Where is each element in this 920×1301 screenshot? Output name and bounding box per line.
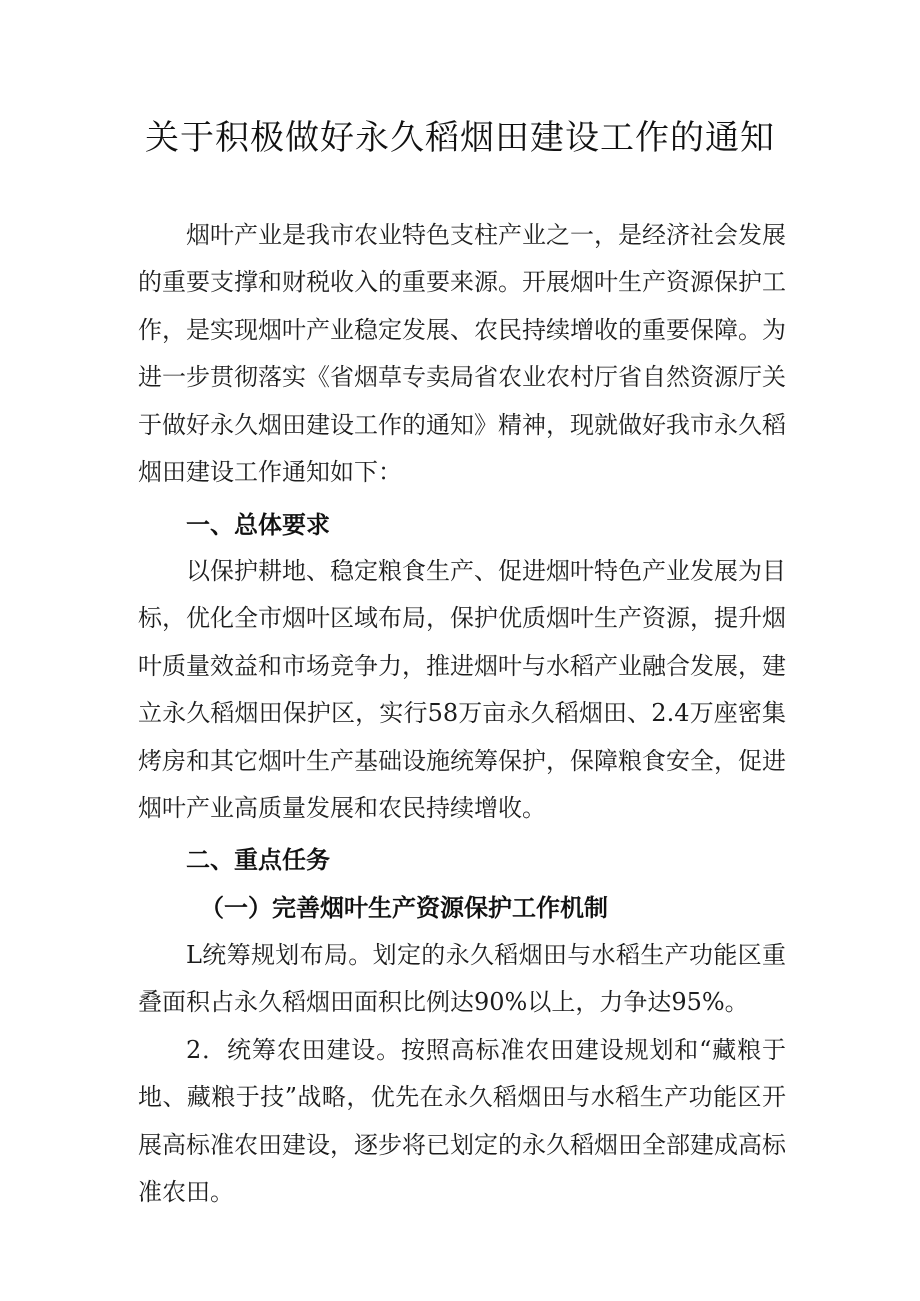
general-requirements-paragraph: 以保护耕地、稳定粮食生产、促进烟叶特色产业发展为目标，优化全市烟叶区域布局，保护优质烟叶生产资源，提升烟叶质量效益和市场竞争力，推进烟叶与水稻产业融合发展，建立永久稻烟田保护区，实行58万亩永久稻烟田、2.4万座密集烤房和其它烟叶生产基础设施统筹保护，保障粮食安全，促进烟叶产业高质量发展和农民持续增收。 bbox=[138, 557, 786, 823]
subsection-heading-mechanism: （一）完善烟叶生产资源保护工作机制 bbox=[200, 894, 608, 922]
section-heading-key-tasks: 二、重点任务 bbox=[186, 846, 330, 874]
section-heading-general-requirements: 一、总体要求 bbox=[186, 511, 330, 539]
document-title: 关于积极做好永久稻烟田建设工作的通知 bbox=[145, 118, 775, 158]
task-item-planning: L统筹规划布局。划定的永久稻烟田与水稻生产功能区重叠面积占永久稻烟田面积比例达90%以上，力争达95%。 bbox=[138, 941, 786, 1017]
task-item-farmland: 2．统筹农田建设。按照高标准农田建设规划和“藏粮于地、藏粮于技”战略，优先在永久稻烟田与水稻生产功能区开展高标准农田建设，逐步将已划定的永久稻烟田全部建成高标准农田。 bbox=[138, 1036, 786, 1207]
intro-paragraph: 烟叶产业是我市农业特色支柱产业之一，是经济社会发展的重要支撑和财税收入的重要来源。开展烟叶生产资源保护工作，是实现烟叶产业稳定发展、农民持续增收的重要保障。为进一步贯彻落实《省烟草专卖局省农业农村厅省自然资源厅关于做好永久烟田建设工作的通知》精神，现就做好我市永久稻烟田建设工作通知如下： bbox=[138, 221, 786, 487]
